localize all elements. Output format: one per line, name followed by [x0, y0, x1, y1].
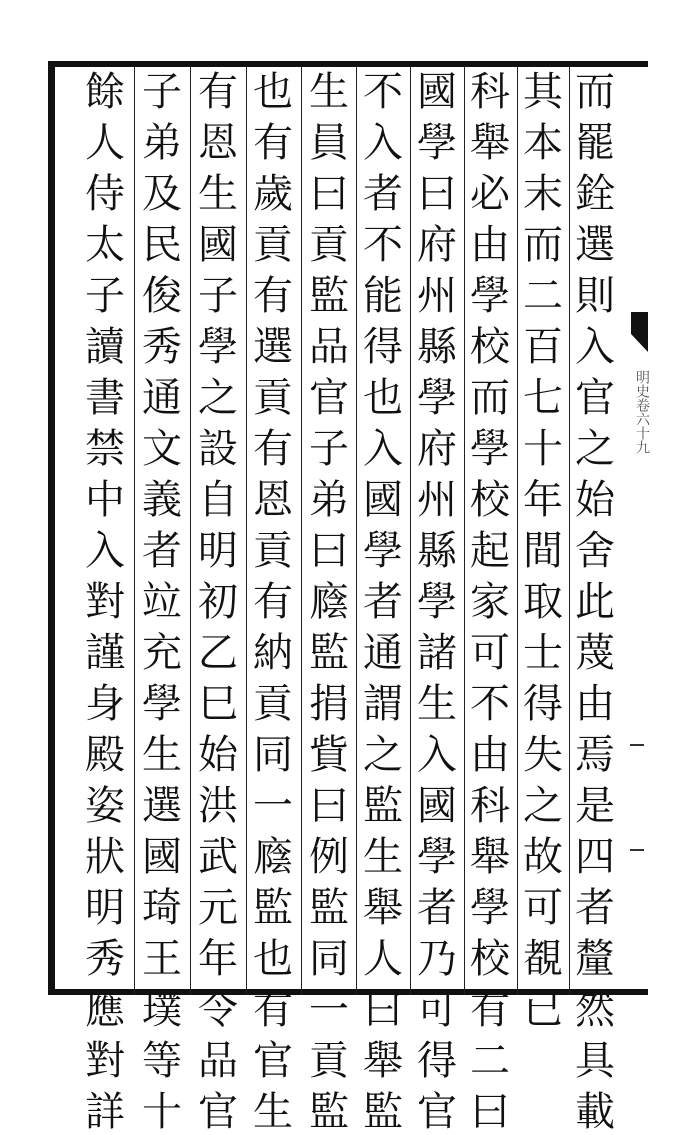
character: 釐 — [575, 936, 615, 982]
character: 人 — [363, 936, 403, 982]
character: 貢 — [253, 681, 293, 727]
character: 本 — [523, 120, 563, 166]
character: 有 — [253, 579, 293, 625]
character: 生 — [198, 171, 238, 217]
character: 有 — [253, 120, 293, 166]
character: 由 — [575, 681, 615, 727]
character: 琦 — [142, 885, 182, 931]
character: 納 — [253, 630, 293, 676]
character: 乙 — [198, 630, 238, 676]
character: 廕 — [253, 834, 293, 880]
character: 必 — [470, 171, 510, 217]
character: 貢 — [253, 375, 293, 421]
character: 俊 — [142, 273, 182, 319]
character: 監 — [309, 630, 349, 676]
character: 例 — [309, 834, 349, 880]
character: 通 — [363, 630, 403, 676]
character: 選 — [253, 324, 293, 370]
character: 可 — [523, 885, 563, 931]
character: 學 — [142, 681, 182, 727]
character: 讀 — [85, 324, 125, 370]
character: 子 — [198, 273, 238, 319]
character: 監 — [309, 273, 349, 319]
character: 則 — [575, 273, 615, 319]
character: 不 — [363, 69, 403, 115]
character: 銓 — [575, 171, 615, 217]
character: 書 — [85, 375, 125, 421]
character: 學 — [470, 426, 510, 472]
character: 由 — [470, 732, 510, 778]
character: 曰 — [470, 1089, 510, 1135]
character: 家 — [470, 579, 510, 625]
character: 明 — [198, 528, 238, 574]
text-column — [415, 69, 459, 1135]
character: 也 — [253, 69, 293, 115]
character: 者 — [363, 171, 403, 217]
character: 充 — [142, 630, 182, 676]
character: 乃 — [417, 936, 457, 982]
character: 舉 — [363, 1038, 403, 1084]
character: 秀 — [85, 936, 125, 982]
character: 府 — [417, 222, 457, 268]
character: 及 — [142, 171, 182, 217]
character: 者 — [142, 528, 182, 574]
character: 官 — [198, 1089, 238, 1135]
character: 科 — [470, 69, 510, 115]
character: 四 — [575, 834, 615, 880]
character: 選 — [142, 783, 182, 829]
character: 府 — [417, 426, 457, 472]
character: 而 — [470, 375, 510, 421]
character: 科 — [470, 783, 510, 829]
character: 而 — [575, 69, 615, 115]
character: 有 — [253, 273, 293, 319]
character: 學 — [417, 120, 457, 166]
character: 義 — [142, 477, 182, 523]
character: 生 — [253, 1089, 293, 1135]
character: 有 — [470, 987, 510, 1033]
character: 然 — [575, 987, 615, 1033]
character: 學 — [470, 273, 510, 319]
character: 曰 — [363, 987, 403, 1033]
character: 子 — [309, 426, 349, 472]
character: 舉 — [470, 120, 510, 166]
character: 身 — [85, 681, 125, 727]
character: 學 — [417, 834, 457, 880]
character: 國 — [198, 222, 238, 268]
character: 是 — [575, 783, 615, 829]
character: 不 — [363, 222, 403, 268]
character: 監 — [309, 1089, 349, 1135]
character: 生 — [363, 834, 403, 880]
character: 應 — [85, 987, 125, 1033]
character: 取 — [523, 579, 563, 625]
character: 貲 — [309, 732, 349, 778]
character: 子 — [85, 273, 125, 319]
character: 具 — [575, 1038, 615, 1084]
column-rule — [190, 67, 191, 995]
character: 得 — [417, 1038, 457, 1084]
text-column — [251, 69, 295, 1135]
character: 設 — [198, 426, 238, 472]
character: 人 — [85, 120, 125, 166]
character: 州 — [417, 273, 457, 319]
character: 得 — [363, 324, 403, 370]
character: 入 — [417, 732, 457, 778]
character: 通 — [142, 375, 182, 421]
character: 官 — [575, 375, 615, 421]
fold-edge-tick — [630, 849, 644, 851]
text-column — [573, 69, 617, 1135]
character: 可 — [470, 630, 510, 676]
character: 對 — [85, 579, 125, 625]
column-rule — [246, 67, 247, 995]
character: 校 — [470, 477, 510, 523]
character: 起 — [470, 528, 510, 574]
text-column — [521, 69, 565, 1033]
character: 其 — [523, 69, 563, 115]
character: 始 — [198, 732, 238, 778]
character: 曰 — [417, 171, 457, 217]
character: 之 — [198, 375, 238, 421]
fold-edge-text: 明史卷六十九 — [634, 370, 650, 454]
character: 官 — [417, 1089, 457, 1135]
column-rule — [134, 67, 135, 995]
character: 年 — [523, 477, 563, 523]
character: 十 — [523, 426, 563, 472]
character: 國 — [142, 834, 182, 880]
character: 國 — [363, 477, 403, 523]
character: 廕 — [309, 579, 349, 625]
character: 末 — [523, 171, 563, 217]
character: 者 — [575, 885, 615, 931]
character: 侍 — [85, 171, 125, 217]
character: 生 — [309, 69, 349, 115]
character: 國 — [417, 69, 457, 115]
character: 生 — [142, 732, 182, 778]
character: 姿 — [85, 783, 125, 829]
character: 巳 — [198, 681, 238, 727]
character: 縣 — [417, 324, 457, 370]
character: 已 — [523, 987, 563, 1033]
character: 也 — [363, 375, 403, 421]
character: 者 — [363, 579, 403, 625]
character: 明 — [85, 885, 125, 931]
character: 七 — [523, 375, 563, 421]
character: 失 — [523, 732, 563, 778]
character: 員 — [309, 120, 349, 166]
character: 二 — [523, 273, 563, 319]
character: 子 — [142, 69, 182, 115]
character: 謂 — [363, 681, 403, 727]
character: 十 — [142, 1089, 182, 1135]
character: 官 — [253, 1038, 293, 1084]
fold-edge-tick — [630, 744, 644, 746]
character: 恩 — [253, 477, 293, 523]
character: 能 — [363, 273, 403, 319]
character: 舍 — [575, 528, 615, 574]
column-rule — [464, 67, 465, 995]
text-column — [140, 69, 184, 1135]
character: 監 — [363, 783, 403, 829]
character: 始 — [575, 477, 615, 523]
character: 監 — [363, 1089, 403, 1135]
character: 罷 — [575, 120, 615, 166]
character: 生 — [417, 681, 457, 727]
character: 太 — [85, 222, 125, 268]
character: 禁 — [85, 426, 125, 472]
character: 此 — [575, 579, 615, 625]
character: 學 — [198, 324, 238, 370]
character: 同 — [309, 936, 349, 982]
column-rule — [517, 67, 518, 995]
character: 曰 — [309, 783, 349, 829]
column-rule — [410, 67, 411, 995]
character: 而 — [523, 222, 563, 268]
character: 狀 — [85, 834, 125, 880]
character: 同 — [253, 732, 293, 778]
character: 州 — [417, 477, 457, 523]
character: 得 — [523, 681, 563, 727]
character: 謹 — [85, 630, 125, 676]
character: 民 — [142, 222, 182, 268]
character: 縣 — [417, 528, 457, 574]
character: 二 — [470, 1038, 510, 1084]
character: 一 — [253, 783, 293, 829]
character: 令 — [198, 987, 238, 1033]
character: 校 — [470, 936, 510, 982]
character: 璞 — [142, 987, 182, 1033]
character: 之 — [363, 732, 403, 778]
character: 貢 — [253, 528, 293, 574]
character: 舉 — [363, 885, 403, 931]
character: 有 — [253, 426, 293, 472]
character: 歲 — [253, 171, 293, 217]
character: 入 — [85, 528, 125, 574]
character: 恩 — [198, 120, 238, 166]
character: 王 — [142, 936, 182, 982]
character: 曰 — [309, 171, 349, 217]
column-rule — [569, 67, 570, 995]
character: 殿 — [85, 732, 125, 778]
character: 入 — [363, 426, 403, 472]
character: 曰 — [309, 528, 349, 574]
character: 校 — [470, 324, 510, 370]
character: 之 — [575, 426, 615, 472]
character: 自 — [198, 477, 238, 523]
character: 有 — [253, 987, 293, 1033]
character: 監 — [309, 885, 349, 931]
character: 洪 — [198, 783, 238, 829]
character: 士 — [523, 630, 563, 676]
character: 捐 — [309, 681, 349, 727]
character: 故 — [523, 834, 563, 880]
character: 間 — [523, 528, 563, 574]
text-column — [468, 69, 512, 1135]
character: 可 — [417, 987, 457, 1033]
character: 等 — [142, 1038, 182, 1084]
character: 百 — [523, 324, 563, 370]
character: 對 — [85, 1038, 125, 1084]
character: 之 — [523, 783, 563, 829]
character: 品 — [309, 324, 349, 370]
text-column — [83, 69, 127, 1135]
text-column — [361, 69, 405, 1135]
character: 學 — [470, 885, 510, 931]
character: 者 — [417, 885, 457, 931]
character: 貢 — [309, 1038, 349, 1084]
character: 載 — [575, 1089, 615, 1135]
character: 官 — [309, 375, 349, 421]
character: 武 — [198, 834, 238, 880]
character: 有 — [198, 69, 238, 115]
character: 由 — [470, 222, 510, 268]
character: 學 — [417, 375, 457, 421]
character: 不 — [470, 681, 510, 727]
character: 初 — [198, 579, 238, 625]
character: 元 — [198, 885, 238, 931]
character: 國 — [417, 783, 457, 829]
character: 年 — [198, 936, 238, 982]
character: 文 — [142, 426, 182, 472]
character: 覩 — [523, 936, 563, 982]
character: 舉 — [470, 834, 510, 880]
character: 竝 — [142, 579, 182, 625]
character: 一 — [309, 987, 349, 1033]
character: 秀 — [142, 324, 182, 370]
character: 貢 — [253, 222, 293, 268]
character: 弟 — [142, 120, 182, 166]
text-column — [196, 69, 240, 1135]
character: 貢 — [309, 222, 349, 268]
character: 選 — [575, 222, 615, 268]
text-column — [307, 69, 351, 1135]
column-rule — [301, 67, 302, 995]
character: 蔑 — [575, 630, 615, 676]
character: 中 — [85, 477, 125, 523]
character: 也 — [253, 936, 293, 982]
character: 諸 — [417, 630, 457, 676]
character: 學 — [417, 579, 457, 625]
column-rule — [356, 67, 357, 995]
character: 餘 — [85, 69, 125, 115]
character: 品 — [198, 1038, 238, 1084]
character: 監 — [253, 885, 293, 931]
character: 學 — [363, 528, 403, 574]
character: 入 — [363, 120, 403, 166]
character: 入 — [575, 324, 615, 370]
character: 焉 — [575, 732, 615, 778]
character: 弟 — [309, 477, 349, 523]
character: 詳 — [85, 1089, 125, 1135]
